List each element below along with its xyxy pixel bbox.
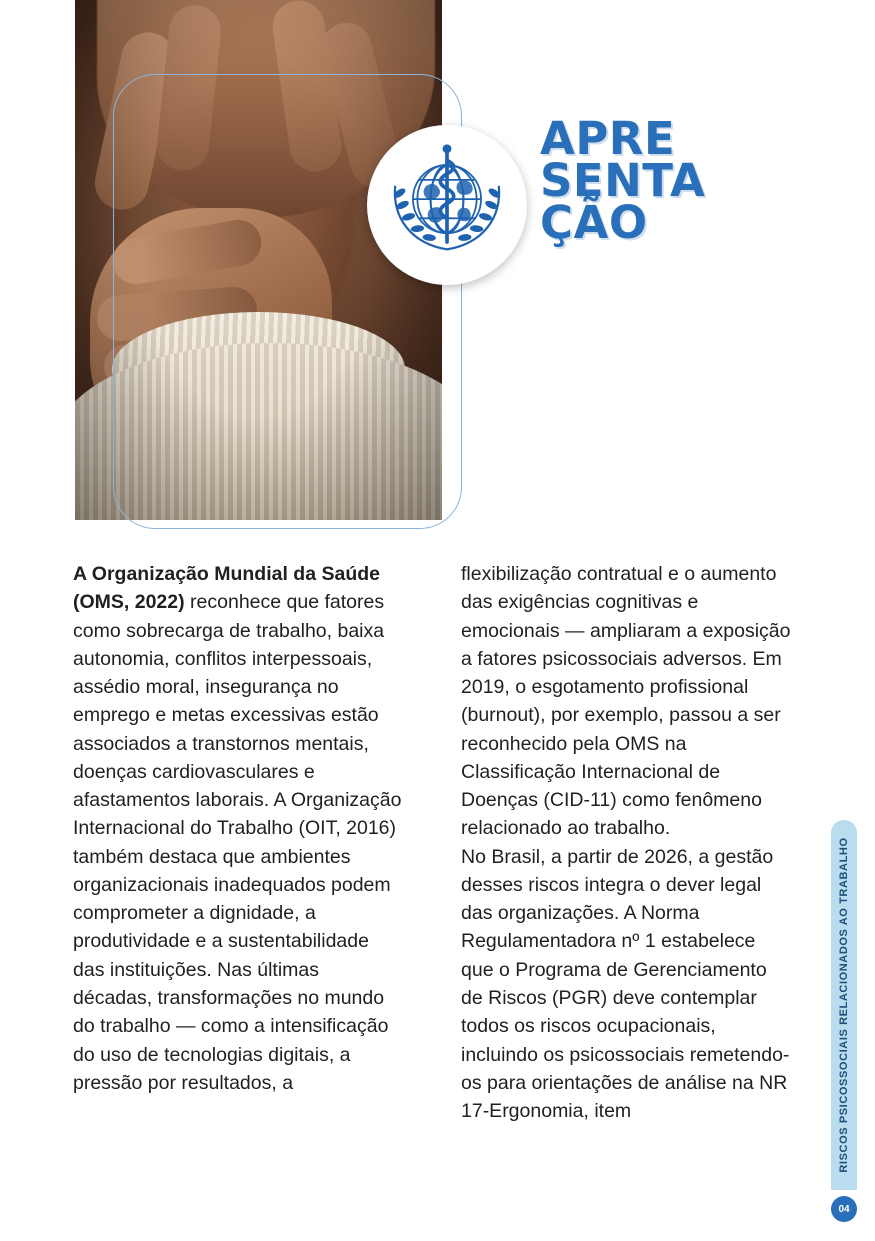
text-column-right	[461, 560, 791, 1125]
page-title	[540, 112, 840, 249]
paragraph-right-1: flexibilização contratual e o aumento das exigências cognitivas e emocionais — ampliaram a exposição a fatores psicossociais adversos. Em 2019, o esgotamento profissional (burnout), por exemplo, passou a ser reconhecido pela OMS na Classificação Internacional de Doenças (CID-11) como fenômeno relacionado ao trabalho.	[461, 563, 791, 840]
lead-text: A Organização Mundial da Saúde (OMS, 2022)	[73, 563, 381, 614]
left-body-text: reconhece que fatores como sobrecarga de trabalho, baixa autonomia, conflitos interpessoais, assédio moral, insegurança no emprego e metas excessivas estão associados a transtornos mentais, doenças cardiovasculares e afastamentos laborais. A Organização Internacional do Trabalho (OIT, 2016) também destaca que ambientes organizacionais inadequados podem comprometer a dignidade, a produtividade e a sustentabilidade das instituições. Nas últimas décadas, transformações no mundo do trabalho — como a intensificação do uso de tecnologias digitais, a pressão por resultados, a	[73, 591, 402, 1094]
title-line-1: APRE	[540, 112, 676, 165]
title-line-2: SENTA	[540, 153, 706, 207]
page-number-badge: 04	[831, 1196, 857, 1222]
hero-section	[0, 0, 875, 548]
who-emblem-icon	[367, 125, 527, 285]
paragraph-left	[73, 560, 403, 1097]
paragraph-right-2: No Brasil, a partir de 2026, a gestão desses riscos integra o dever legal das organizações. A Norma Regulamentadora nº 1 estabelece que o Programa de Gerenciamento de Riscos (PGR) deve contemplar todos os riscos ocupacionais, incluindo os psicossociais remetendo-os para orientações de análise na NR 17-Ergonomia, item	[461, 845, 790, 1123]
body-columns	[0, 560, 875, 1125]
title-line-3: ÇÃO	[540, 195, 648, 249]
text-column-left	[73, 560, 403, 1125]
side-tab	[831, 820, 857, 1190]
side-tab-label: RISCOS PSICOSSOCIAIS RELACIONADOS AO TRABALHO	[838, 837, 850, 1173]
